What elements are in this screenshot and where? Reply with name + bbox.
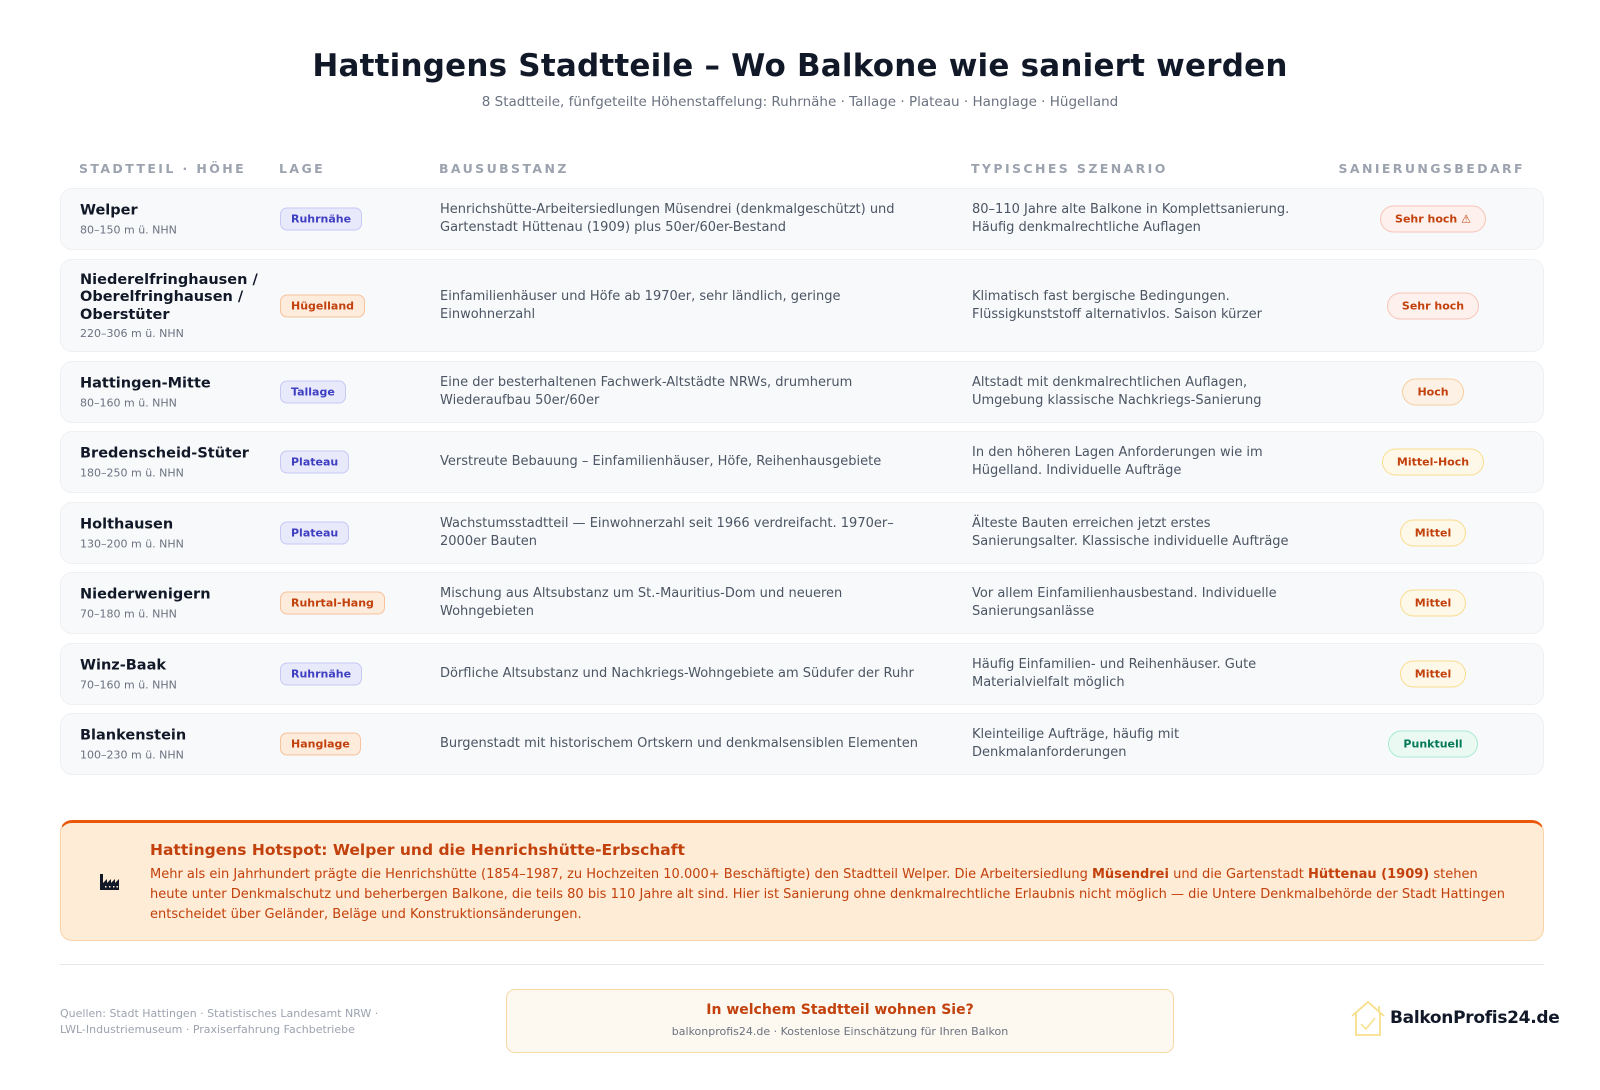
lage-cell xyxy=(280,381,346,404)
stadtteil-height: 70–160 m ü. NHN xyxy=(80,677,177,691)
szenario-cell: Häufig Einfamilien- und Reihenhäuser. Gute Materialvielfalt möglich xyxy=(972,657,1257,690)
stadtteile-table xyxy=(60,150,1544,761)
hotspot-text: Mehr als ein Jahrhundert prägte die Henrichshütte (1854–1987, zu Hochzeiten 10.000+ Beschäftigte) den Stadtteil Welper. Die Arbeitersiedlung xyxy=(150,867,1092,882)
page-title: Hattingens Stadtteile – Wo Balkone wie saniert werden xyxy=(312,48,1288,84)
column-header-szenario: TYPISCHES SZENARIO xyxy=(971,160,1168,176)
stadtteil-cell xyxy=(80,445,260,479)
stadtteil-cell xyxy=(80,375,260,409)
lage-badge: Hügelland xyxy=(280,294,365,317)
brand-logo[interactable] xyxy=(1348,998,1559,1038)
cta-subtitle[interactable]: balkonprofis24.de · Kostenlose Einschätzung für Ihren Balkon xyxy=(671,1025,1009,1038)
lage-cell xyxy=(280,294,365,317)
cta-box[interactable] xyxy=(506,989,1174,1053)
sanierungsbedarf-badge: Hoch xyxy=(1402,379,1463,406)
brand-name: BalkonProfis24.de xyxy=(1390,1008,1560,1028)
stadtteil-height: 70–180 m ü. NHN xyxy=(80,606,177,620)
stadtteil-name: Niederelfringhausen / Oberelfringhausen / Oberstüter xyxy=(80,271,258,323)
sanierungsbedarf-cell xyxy=(1321,731,1545,758)
hotspot-callout xyxy=(60,820,1544,941)
bausubstanz-cell: Mischung aus Altsubstanz um St.-Mauritius-Dom und neueren Wohngebieten xyxy=(440,586,843,619)
sanierungsbedarf-cell xyxy=(1321,292,1545,319)
sanierungsbedarf-cell xyxy=(1321,206,1545,233)
bausubstanz-cell: Wachstumsstadtteil — Einwohnerzahl seit 1966 verdreifacht. 1970er–2000er Bauten xyxy=(440,516,894,549)
lage-badge: Ruhrtal-Hang xyxy=(280,592,385,615)
house-check-icon xyxy=(1348,998,1388,1038)
bausubstanz-cell: Dörfliche Altsubstanz und Nachkriegs-Wohngebiete am Südufer der Ruhr xyxy=(440,666,914,681)
column-header-sanierungsbedarf: SANIERUNGSBEDARF xyxy=(1338,160,1525,176)
bausubstanz-cell: Henrichshütte-Arbeitersiedlungen Müsendrei (denkmalgeschützt) und Gartenstadt Hüttenau (1909) plus 50er/60er-Bestand xyxy=(440,202,895,235)
lage-cell xyxy=(280,663,362,686)
bausubstanz-cell: Verstreute Bebauung – Einfamilienhäuser, Höfe, Reihenhausgebiete xyxy=(440,454,882,469)
szenario-cell: 80–110 Jahre alte Balkone in Komplettsanierung. Häufig denkmalrechtliche Auflagen xyxy=(972,202,1290,235)
lage-cell xyxy=(280,733,361,756)
sources-line: Quellen: Stadt Hattingen · Statistisches Landesamt NRW · xyxy=(60,1007,379,1020)
lage-cell xyxy=(280,592,385,615)
sanierungsbedarf-cell xyxy=(1321,449,1545,476)
stadtteil-name: Niederwenigern xyxy=(80,586,211,603)
stadtteil-name: Welper xyxy=(80,202,138,219)
table-row xyxy=(60,643,1544,705)
lage-badge: Ruhrnähe xyxy=(280,208,362,231)
table-row xyxy=(60,713,1544,775)
sources xyxy=(60,1006,378,1038)
stadtteil-cell xyxy=(80,657,260,691)
table-row xyxy=(60,431,1544,493)
stadtteil-name: Bredenscheid-Stüter xyxy=(80,445,249,462)
stadtteil-height: 80–150 m ü. NHN xyxy=(80,222,177,236)
sanierungsbedarf-cell xyxy=(1321,520,1545,547)
sanierungsbedarf-badge: Sehr hoch xyxy=(1387,292,1479,319)
sanierungsbedarf-badge: Sehr hoch ⚠ xyxy=(1380,206,1486,233)
stadtteil-name: Holthausen xyxy=(80,516,174,533)
stadtteil-cell xyxy=(80,586,260,620)
szenario-cell: Klimatisch fast bergische Bedingungen. Flüssigkunststoff alternativlos. Saison kürzer xyxy=(972,288,1262,322)
stadtteil-height: 220–306 m ü. NHN xyxy=(80,326,184,340)
stadtteil-name: Winz-Baak xyxy=(80,657,167,674)
table-header xyxy=(60,150,1544,186)
lage-badge: Hanglage xyxy=(280,733,361,756)
cta-title[interactable]: In welchem Stadtteil wohnen Sie? xyxy=(706,1002,974,1018)
stadtteil-cell xyxy=(80,727,260,761)
stadtteil-name: Blankenstein xyxy=(80,727,187,744)
footer-divider xyxy=(60,964,1544,965)
table-row xyxy=(60,188,1544,250)
sanierungsbedarf-cell xyxy=(1321,379,1545,406)
bausubstanz-cell: Eine der besterhaltenen Fachwerk-Altstädte NRWs, drumherum Wiederaufbau 50er/60er xyxy=(440,375,853,408)
stadtteil-height: 80–160 m ü. NHN xyxy=(80,395,177,409)
bausubstanz-cell: Einfamilienhäuser und Höfe ab 1970er, sehr ländlich, geringe Einwohnerzahl xyxy=(440,288,841,322)
hotspot-highlight-huettenau: Hüttenau (1909) xyxy=(1307,867,1430,882)
hotspot-title: Hattingens Hotspot: Welper und die Henrichshütte-Erbschaft xyxy=(150,841,685,859)
lage-cell xyxy=(280,522,349,545)
lage-badge: Ruhrnähe xyxy=(280,663,362,686)
szenario-cell: Kleinteilige Aufträge, häufig mit Denkmalanforderungen xyxy=(972,727,1180,760)
sanierungsbedarf-badge: Mittel xyxy=(1400,590,1466,617)
stadtteil-height: 130–200 m ü. NHN xyxy=(80,536,184,550)
hotspot-body xyxy=(150,865,1510,925)
bausubstanz-cell: Burgenstadt mit historischem Ortskern und denkmalsensiblen Elementen xyxy=(440,736,918,751)
stadtteil-name: Hattingen-Mitte xyxy=(80,375,211,392)
stadtteil-height: 180–250 m ü. NHN xyxy=(80,465,184,479)
table-row xyxy=(60,502,1544,564)
table-row xyxy=(60,259,1544,352)
sanierungsbedarf-badge: Punktuell xyxy=(1388,731,1477,758)
table-row xyxy=(60,361,1544,423)
lage-badge: Plateau xyxy=(280,451,349,474)
sanierungsbedarf-cell xyxy=(1321,590,1545,617)
sources-line: LWL-Industriemuseum · Praxiserfahrung Fachbetriebe xyxy=(60,1023,355,1036)
page-subtitle: 8 Stadtteile, fünfgeteilte Höhenstaffelung: Ruhrnähe · Tallage · Plateau · Hanglage · Hügelland xyxy=(481,94,1119,110)
hotspot-highlight-muesendrei: Müsendrei xyxy=(1091,867,1169,882)
stadtteil-cell xyxy=(80,202,260,236)
szenario-cell: Vor allem Einfamilienhausbestand. Individuelle Sanierungsanlässe xyxy=(972,586,1277,619)
stadtteil-cell xyxy=(80,516,260,550)
stadtteil-height: 100–230 m ü. NHN xyxy=(80,747,184,761)
column-header-stadtteil: STADTTEIL · HÖHE xyxy=(79,160,247,176)
sanierungsbedarf-badge: Mittel xyxy=(1400,520,1466,547)
column-header-bausubstanz: BAUSUBSTANZ xyxy=(439,160,569,176)
lage-badge: Tallage xyxy=(280,381,346,404)
table-row xyxy=(60,572,1544,634)
sanierungsbedarf-cell xyxy=(1321,661,1545,688)
szenario-cell: In den höheren Lagen Anforderungen wie im Hügelland. Individuelle Aufträge xyxy=(972,445,1263,478)
factory-icon xyxy=(99,873,121,891)
column-header-lage: LAGE xyxy=(279,160,326,176)
sanierungsbedarf-badge: Mittel xyxy=(1400,661,1466,688)
hotspot-text: und die Gartenstadt xyxy=(1168,867,1308,882)
hotspot-text: stehen heute unter Denkmalschutz und beherbergen Balkone, die teils 80 bis 110 Jahre alt sind. Hier ist Sanierung ohne denkmalrechtliche Erlaubnis nicht möglich — die Untere Denkmalbehörde der Stadt Hattingen entscheidet über Geländer, Beläge und Konstruktionsänderungen. xyxy=(150,867,1505,922)
lage-cell xyxy=(280,208,362,231)
szenario-cell: Älteste Bauten erreichen jetzt erstes Sanierungsalter. Klassische individuelle Aufträge xyxy=(972,516,1289,549)
lage-cell xyxy=(280,451,349,474)
szenario-cell: Altstadt mit denkmalrechtlichen Auflagen, Umgebung klassische Nachkriegs-Sanierung xyxy=(972,375,1262,408)
page-header xyxy=(0,0,1600,110)
sanierungsbedarf-badge: Mittel-Hoch xyxy=(1382,449,1484,476)
stadtteil-cell xyxy=(80,271,260,340)
lage-badge: Plateau xyxy=(280,522,349,545)
